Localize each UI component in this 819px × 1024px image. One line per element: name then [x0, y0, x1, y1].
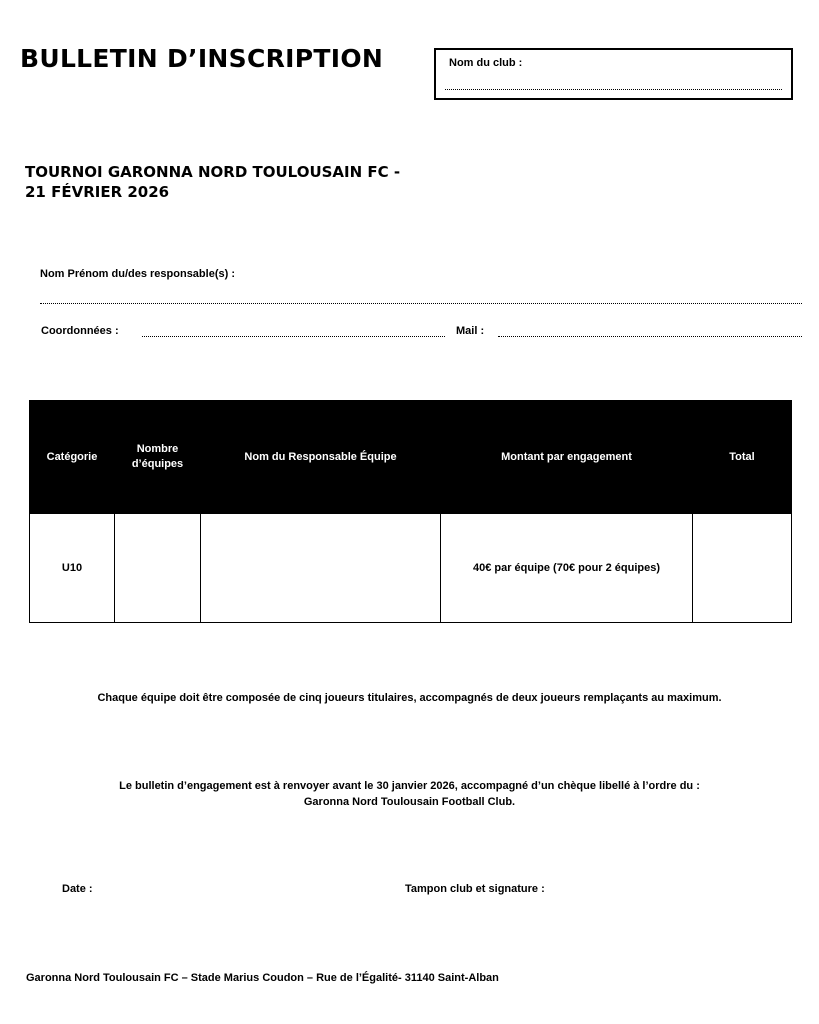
event-title-line2: 21 FÉVRIER 2026: [25, 183, 170, 201]
header-montant: Montant par engagement: [441, 401, 693, 514]
mail-label: Mail :: [456, 325, 485, 337]
responsables-label: Nom Prénom du/des responsable(s) :: [40, 268, 235, 280]
mail-field[interactable]: [498, 336, 802, 337]
date-label: Date :: [62, 883, 93, 895]
cell-nombre-equipes[interactable]: [115, 514, 201, 623]
table-row: [30, 514, 792, 623]
header-total: Total: [693, 401, 792, 514]
cell-montant: 40€ par équipe (70€ pour 2 équipes): [441, 514, 693, 623]
coordonnees-field[interactable]: [142, 336, 445, 337]
event-title-line1: TOURNOI GARONNA NORD TOULOUSAIN FC -: [25, 163, 401, 181]
registration-table: [29, 400, 792, 623]
cell-categorie: U10: [30, 514, 115, 623]
cell-total[interactable]: [693, 514, 792, 623]
header-nombre-line2: d’équipes: [131, 458, 184, 470]
header-responsable: Nom du Responsable Équipe: [201, 401, 441, 514]
deadline-rule: [0, 778, 819, 810]
deadline-line2: Garonna Nord Toulousain Football Club.: [303, 796, 516, 808]
club-name-field[interactable]: [445, 89, 782, 90]
header-categorie: Catégorie: [30, 401, 115, 514]
page-title: BULLETIN D’INSCRIPTION: [20, 44, 384, 73]
header-nombre-equipes: [115, 401, 201, 514]
club-name-box: [434, 48, 793, 100]
club-name-label: Nom du club :: [449, 57, 523, 69]
cell-responsable[interactable]: [201, 514, 441, 623]
deadline-line1: Le bulletin d’engagement est à renvoyer avant le 30 janvier 2026, accompagné d’un chèque libellé à l’ordre du :: [119, 780, 700, 792]
header-nombre-line1: Nombre: [136, 443, 179, 455]
table-header-row: [30, 401, 792, 514]
tampon-signature-label: Tampon club et signature :: [405, 883, 545, 895]
responsables-field[interactable]: [40, 303, 802, 304]
coordonnees-label: Coordonnées :: [41, 325, 119, 337]
footer-address: Garonna Nord Toulousain FC – Stade Marius Coudon – Rue de l’Égalité- 31140 Saint-Alban: [26, 972, 499, 984]
composition-rule: Chaque équipe doit être composée de cinq joueurs titulaires, accompagnés de deux joueurs remplaçants au maximum.: [97, 692, 722, 704]
event-title: [25, 162, 400, 202]
